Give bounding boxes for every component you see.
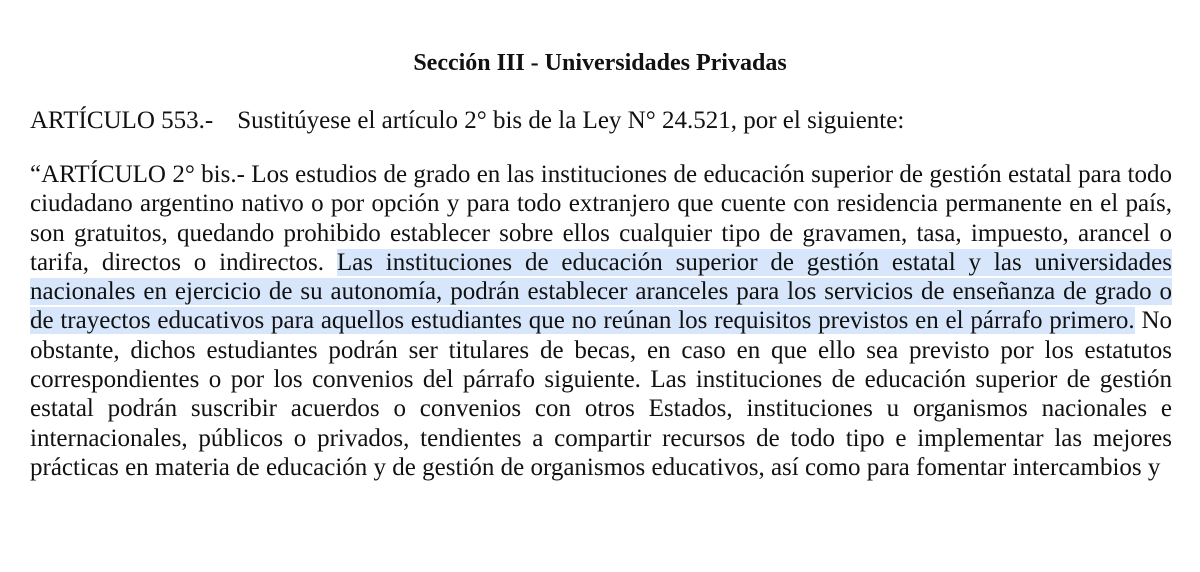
article-body-paragraph (30, 160, 1172, 482)
article-label: ARTÍCULO 553.- (30, 107, 214, 134)
paragraph-text-before: “ARTÍCULO 2° bis.- Los estudios de grado en las instituciones de educación superior de gestión estatal para todo ciudadano argentino nativo o por opción y para todo extranjero que cuente con residencia permanente en el país, son gratuitos, quedando prohibido establecer sobre ellos cualquier tipo de gravamen, tasa, impuesto, arancel o tarifa, directos o indirectos. (30, 161, 1172, 276)
article-heading-line (30, 104, 1172, 138)
paragraph-text-after: No obstante, dichos estudiantes podrán ser titulares de becas, en caso en que ello sea previsto por los estatutos correspondientes o por los convenios del párrafo siguiente. Las instituciones de educación superior de gestión estatal podrán suscribir acuerdos o convenios con otros Estados, instituciones u organismos nacionales e internacionales, públicos o privados, tendientes a compartir recursos de todo tipo e implementar las mejores prácticas en materia de educación y de gestión de organismos educativos, así como para fomentar intercambios y (30, 307, 1172, 481)
section-title: Sección III - Universidades Privadas (413, 50, 787, 76)
highlighted-selection[interactable]: Las instituciones de educación superior de gestión estatal y las universidades nacionales en ejercicio de su autonomía, podrán establecer aranceles para los servicios de enseñanza de grado o de trayectos educativos para aquellos estudiantes que no reúnan los requisitos previstos en el párrafo primero. (30, 248, 1172, 335)
article-text: Sustitúyese el artículo 2° bis de la Ley N° 24.521, por el siguiente: (237, 107, 905, 134)
